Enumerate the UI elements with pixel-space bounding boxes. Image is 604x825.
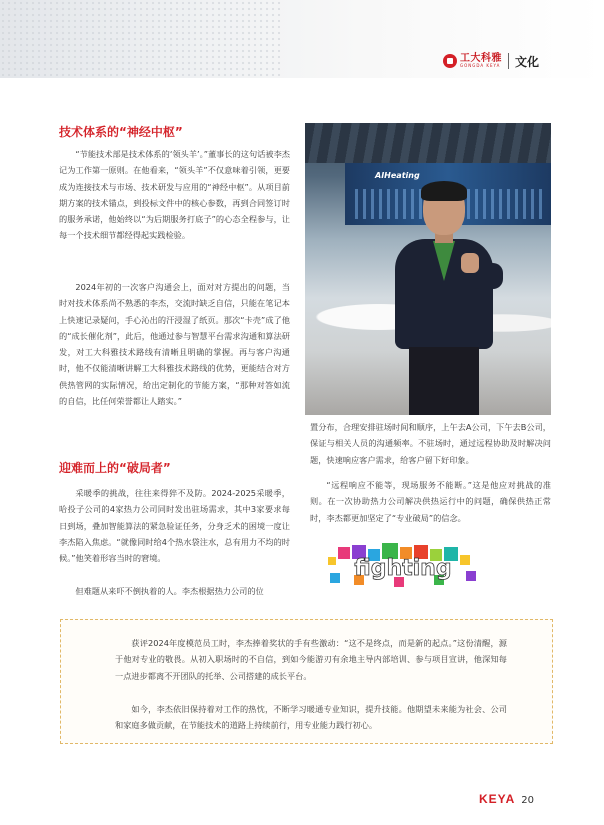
company-logo — [443, 52, 539, 70]
paragraph: “远程响应不能等，现场服务不能断。”这是他应对挑战的准则。在一次协助热力公司解决供热运行中的问题，确保供热正常时，李杰都更加坚定了“专业破局”的信念。 — [310, 480, 551, 523]
paragraph: 置分布，合理安排驻场时间和顺序，上午去A公司，下午去B公司，保证与相关人员的沟通频率。不驻场时，通过远程协助及时解决问题，快速响应客户需求，给客户留下好印象。 — [310, 422, 551, 465]
logo-mark-icon — [443, 54, 457, 68]
logo-cn: 工大科雅 — [460, 53, 502, 64]
photo-ceiling — [305, 123, 551, 163]
section-heading-1: 技术体系的“神经中枢” — [59, 125, 183, 139]
callout-paragraph: 如今，李杰依旧保持着对工作的热忱，不断学习暖通专业知识，提升技能。他期望未来能为社会、公司和家庭多做贡献，在节能技术的道路上持续前行，用专业能力践行初心。 — [115, 704, 507, 731]
paragraph: 但难题从来吓不倒执着的人。李杰根据热力公司的位 — [75, 586, 264, 596]
photo-display-screen: AIHeating — [345, 163, 551, 225]
section-category: 文化 — [515, 54, 540, 69]
paragraph: “节能技术部是技术体系的‘领头羊’。”董事长的这句话被李杰记为工作第一原则。在他看来，“领头羊”不仅意味着引领，更要成为连接技术与市场、技术研发与应用的“神经中枢”。从项目前期方案的技术锚点，到投标文件中的核心参数，再到合同签订时的服务承诺，他始终以“为后期服务打底子”的心态全程参与，让每一个技术细节都经得起实践检验。 — [59, 149, 290, 241]
paragraph: 2024年初的一次客户沟通会上，面对对方提出的问题，当时对技术体系尚不熟悉的李杰，交流时缺乏自信，只能在笔记本上快速记录疑问，手心沁出的汗浸湿了纸页。那次“卡壳”成了他的“成长催化剂”，此后，他通过参与智慧平台需求沟通和算法研发，对工大科雅技术路线有清晰且明确的掌握。再与客户沟通时，他不仅能清晰讲解工大科雅技术路线的优势，更能结合对方供热管网的实际情况，给出定制化的节能方案，“那种对答如流的自信，比任何荣誉都让人踏实。” — [59, 282, 290, 407]
callout-paragraph: 获评2024年度模范员工时，李杰捧着奖状的手有些激动：“这不是终点，而是新的起点。”这份清醒，源于他对专业的敬畏。从初入职场时的不自信，到如今能游刃有余地主导内部培训、参与项目宣讲，他深知每一点进步都离不开团队的托举、公司搭建的成长平台。 — [115, 638, 507, 681]
fighting-sticker — [324, 543, 482, 587]
portrait-photo — [305, 123, 551, 415]
sticker-text: fighting — [354, 556, 452, 581]
photo-person — [395, 183, 505, 415]
footer-brand: KEYA — [479, 792, 516, 806]
logo-divider — [508, 53, 509, 69]
logo-en: GONGDA KEYA — [460, 63, 501, 68]
logo-text — [460, 54, 502, 68]
thumbs-up-icon — [461, 253, 479, 273]
section-heading-2: 迎难而上的“破局者” — [59, 461, 171, 475]
paragraph: 采暖季的挑战，往往来得猝不及防。2024-2025采暖季，哈投子公司的4家热力公司同时发出驻场需求，其中3家要求每日到场，叠加智能算法的紧急验证任务，分身乏术的困境一度让李杰陷入焦虑。“就像同时给4个热水袋注水，总有用力不均的时候。”他笑着形容当时的窘境。 — [59, 488, 290, 564]
header-dot-pattern — [0, 0, 280, 78]
callout-box — [60, 619, 553, 744]
page-footer — [479, 792, 534, 806]
page-number: 20 — [521, 795, 534, 806]
